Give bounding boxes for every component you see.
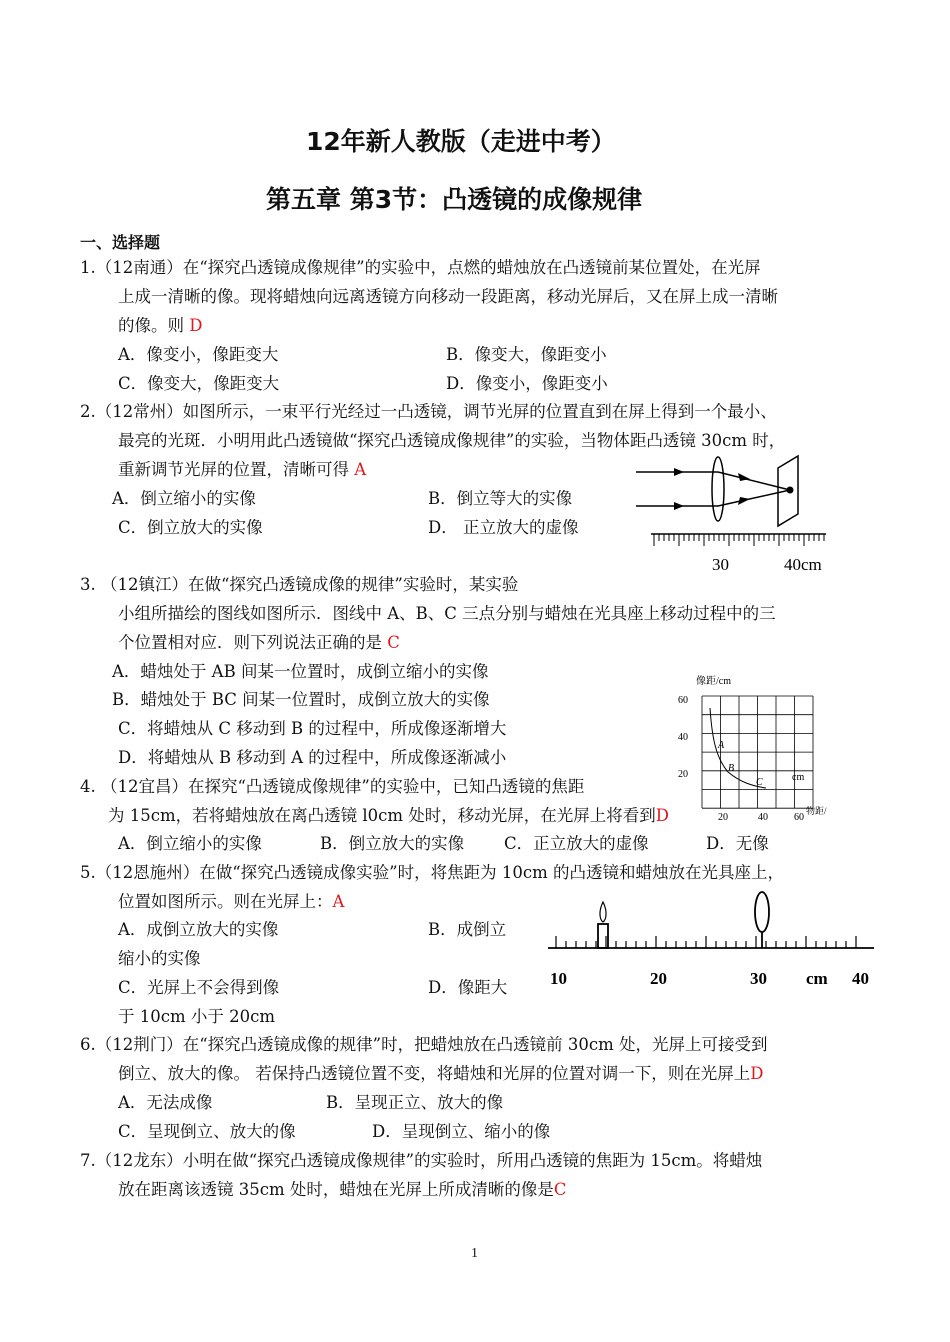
graph-ylabel: 像距/cm [696, 676, 731, 687]
q4-line1: 4. （12宜昌）在探究“凸透镜成像规律”的实验中，已知凸透镜的焦距 [80, 777, 585, 796]
page-subtitle: 第五章 第3节：凸透镜的成像规律 [266, 185, 643, 214]
q1-line3: 的像。则 D [118, 316, 203, 335]
q4-option-d: D．无像 [706, 834, 769, 853]
q5-line1: 5.（12恩施州）在做“探究凸透镜成像实验”时，将焦距为 10cm 的凸透镜和蜡烛放在光具座上， [80, 863, 784, 882]
graph-point-b: B [728, 763, 735, 774]
q7-line2: 放在距离该透镜 35cm 处时，蜡烛在光屏上所成清晰的像是C [118, 1180, 567, 1199]
arrow-bottom [674, 502, 684, 510]
bench-lens [755, 892, 769, 932]
graph-x20: 20 [718, 812, 728, 823]
q4-option-a: A．倒立缩小的实像 [118, 834, 262, 853]
section-heading: 一、选择题 [80, 233, 161, 252]
bench-label-30: 30 [750, 969, 767, 988]
ruler-label-40: 40cm [784, 555, 822, 574]
q1-option-b: B．像变大，像距变小 [446, 345, 607, 364]
q5-optical-bench [540, 890, 876, 994]
q6-line1: 6.（12荆门）在“探究凸透镜成像的规律”时，把蜡烛放在凸透镜前 30cm 处，光屏上可接受到 [80, 1035, 768, 1054]
q3-option-c: C．将蜡烛从 C 移动到 B 的过程中，所成像逐渐增大 [118, 719, 507, 738]
q6-option-b: B．呈现正立、放大的像 [326, 1093, 504, 1112]
bench-label-20: 20 [650, 969, 667, 988]
ruler-label-30: 30 [712, 555, 729, 574]
q2-option-c: C．倒立放大的实像 [118, 518, 263, 537]
q5-line2: 位置如图所示。则在光屏上：A [118, 892, 345, 911]
graph-y60: 60 [678, 695, 688, 706]
q2-line3: 重新调节光屏的位置，清晰可得 A [118, 460, 367, 479]
bench-label-10: 10 [550, 969, 567, 988]
graph-cm: cm [792, 772, 805, 783]
graph-y20: 20 [678, 769, 688, 780]
graph-point-a: A [718, 740, 725, 751]
q5-option-a: A．成倒立放大的实像 [118, 920, 279, 939]
q5-answer: A [332, 892, 345, 911]
page-number: 1 [471, 1246, 478, 1261]
graph-x60: 60 [794, 812, 804, 823]
q3-graph [672, 668, 842, 824]
q6-line2: 倒立、放大的像。 若保持凸透镜位置不变，将蜡烛和光屏的位置对调一下，则在光屏上D [118, 1064, 764, 1083]
q6-option-d: D．呈现倒立、缩小的像 [372, 1122, 551, 1141]
q5-option-d-part2: 于 10cm 小于 20cm [118, 1007, 275, 1026]
q1-option-a: A．像变小，像距变大 [118, 345, 279, 364]
q3-line3: 个位置相对应．则下列说法正确的是 C [118, 633, 400, 652]
q5-option-c: C．光屏上不会得到像 [118, 978, 280, 997]
bench-label-40: 40 [852, 969, 869, 988]
q5-option-b-part1: B．成倒立 [428, 920, 507, 939]
q2-answer: A [354, 460, 367, 479]
q3-option-a: A．蜡烛处于 AB 间某一位置时，成倒立缩小的实像 [112, 662, 489, 681]
q1-line1: 1.（12南通）在“探究凸透镜成像规律”的实验中，点燃的蜡烛放在凸透镜前某位置处，在光屏 [80, 258, 761, 277]
arrow-top [674, 468, 684, 476]
q2-line2: 最亮的光斑．小明用此凸透镜做“探究凸透镜成像规律”的实验，当物体距凸透镜 30cm 时， [118, 431, 786, 450]
page-title: 12年新人教版（走进中考） [306, 127, 616, 156]
q1-option-d: D．像变小，像距变小 [446, 374, 608, 393]
q4-line2: 为 15cm，若将蜡烛放在离凸透镜 l0cm 处时，移动光屏，在光屏上将看到D [108, 806, 670, 825]
q5-option-d-part1: D．像距大 [428, 978, 508, 997]
q1-line2: 上成一清晰的像。现将蜡烛向远离透镜方向移动一段距离，移动光屏后，又在屏上成一清晰 [118, 287, 778, 306]
q3-line2: 小组所描绘的图线如图所示．图线中 A、B、C 三点分别与蜡烛在光具座上移动过程中的三 [118, 604, 776, 623]
graph-y40: 40 [678, 732, 688, 743]
q2-lens-figure [626, 454, 836, 578]
q3-answer: C [387, 633, 400, 652]
q7-line1: 7.（12龙东）小明在做“探究凸透镜成像规律”的实验时，所用凸透镜的焦距为 15cm。将蜡烛 [80, 1151, 763, 1170]
q7-answer: C [553, 1180, 567, 1199]
q3-option-d: D．将蜡烛从 B 移动到 A 的过程中，所成像逐渐减小 [118, 748, 507, 767]
q1-option-c: C．像变大，像距变大 [118, 374, 280, 393]
graph-point-c: C [756, 777, 763, 788]
graph-x40: 40 [758, 812, 768, 823]
focus-dot [787, 487, 794, 494]
q5-option-b-part2: 缩小的实像 [118, 949, 201, 968]
q6-answer: D [750, 1064, 764, 1083]
q6-option-c: C．呈现倒立、放大的像 [118, 1122, 296, 1141]
q2-line1: 2.（12常州）如图所示，一束平行光经过一凸透镜，调节光屏的位置直到在屏上得到一个最小、 [80, 402, 777, 421]
q4-option-c: C．正立放大的虚像 [504, 834, 649, 853]
q4-answer: D [655, 806, 670, 825]
convex-lens [712, 457, 724, 521]
q6-option-a: A．无法成像 [118, 1093, 213, 1112]
graph-xlabel: 物距/ [806, 806, 827, 816]
q2-option-d: D． 正立放大的虚像 [428, 518, 579, 537]
q3-line1: 3. （12镇江）在做“探究凸透镜成像的规律”实验时，某实验 [80, 575, 519, 594]
q2-option-b: B．倒立等大的实像 [428, 489, 573, 508]
bench-label-cm: cm [806, 969, 828, 988]
q4-option-b: B．倒立放大的实像 [320, 834, 465, 853]
q2-option-a: A．倒立缩小的实像 [112, 489, 256, 508]
q1-answer: D [189, 316, 203, 335]
q3-option-b: B．蜡烛处于 BC 间某一位置时，成倒立放大的实像 [112, 690, 490, 709]
candle-flame [600, 902, 606, 922]
